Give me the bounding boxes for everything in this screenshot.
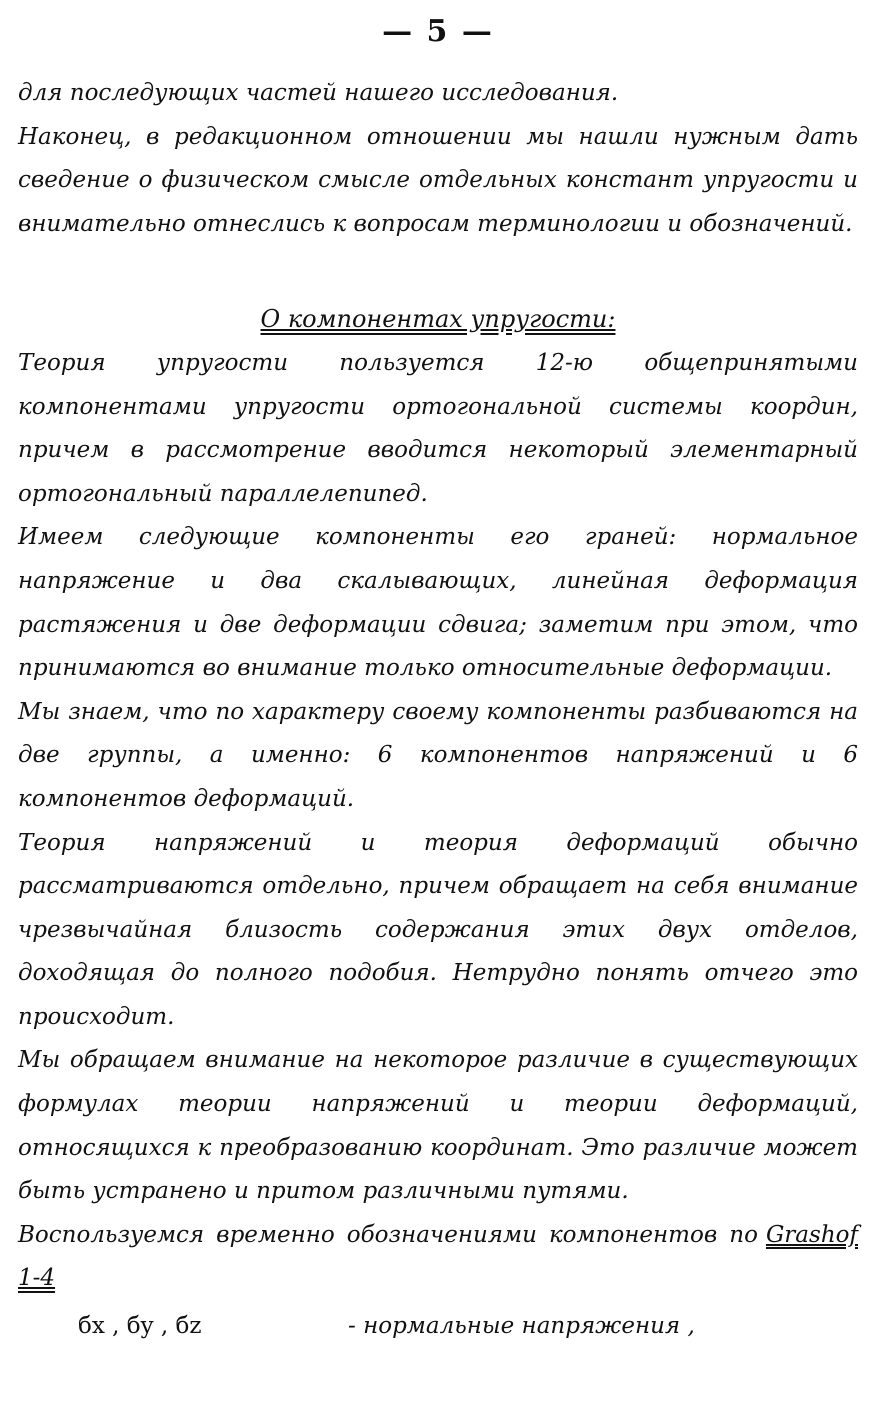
paragraph: Имеем следующие компоненты его граней: нормальное напряжение и два скалывающих, линейная деформация растяжения и две деформации сдвига; заметим при этом, что принимаются во внимание только относительные деформации. [18,524,858,682]
paragraph: Мы знаем, что по характеру своему компоненты разбиваются на две группы, а именно: 6 компонентов напряжений и 6 компонентов деформаций. [18,698,858,812]
paragraph: Теория упругости пользуется 12-ю общепринятыми компонентами упругости ортогональной системы координ, причем в рассмотрение вводится некоторый элементарный ортогональный параллелепипед. [18,349,858,507]
intro-line: для последующих частей нашего исследования. [18,80,619,106]
section-heading [18,298,858,342]
formula-symbols: бx , бy , бz [78,1313,202,1340]
formula-row [18,1305,858,1349]
section-heading-text: О компонентах упругости: [260,305,616,334]
paragraph: Мы обращаем внимание на некоторое различие в существующих формулах теории напряжений и теории деформаций, относящихся к преобразованию координат. Это различие может быть устранено и притом различными путями. [18,1047,858,1205]
last-paragraph [18,1214,858,1301]
last-paragraph-text: Воспользуемся временно обозначениями компонентов по [18,1221,758,1248]
paragraph: Теория напряжений и теория деформаций обычно рассматриваются отдельно, причем обращает на себя внимание чрезвычайная близость содержания этих двух отделов, доходящая до полного подобия. Нетрудно понять отчего это происходит. [18,829,858,1030]
section-gap [18,246,858,290]
formula-description: - нормальные напряжения , [348,1313,695,1340]
intro-paragraph: Наконец, в редакционном отношении мы нашли нужным дать сведение о физическом смысле отдельных констант упругости и внимательно отнеслись к вопросам терминологии и обозначений. [18,123,858,237]
reference-citation: Grashof 1-4 [18,1221,858,1292]
page-number: — 5 — [382,14,494,49]
